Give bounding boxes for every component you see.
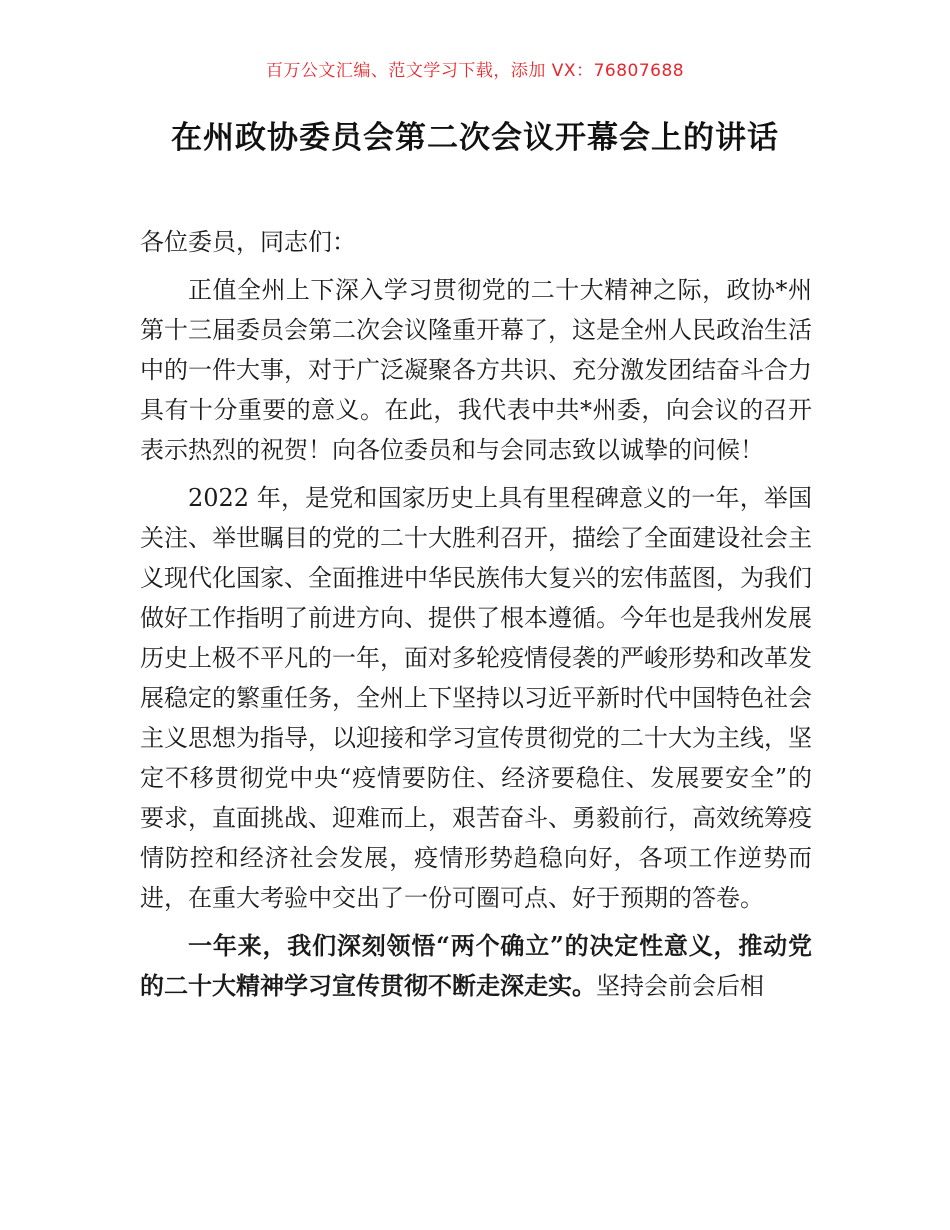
watermark-banner: 百万公文汇编、范文学习下载，添加 VX：76807688: [265, 61, 685, 81]
paragraph-3-text: 坚持会前会后相: [596, 972, 764, 1000]
page-title: 在州政协委员会第二次会议开幕会上的讲话: [171, 120, 779, 156]
document-body: [140, 222, 812, 1014]
paragraph-2: 2022 年，是党和国家历史上具有里程碑意义的一年，举国关注、举世瞩目的党的二十大胜利召开，描绘了全面建设社会主义现代化国家、全面推进中华民族伟大复兴的宏伟蓝图，为我们做好工作指明了前进方向、提供了根本遵循。今年也是我州发展历史上极不平凡的一年，面对多轮疫情侵袭的严峻形势和改革发展稳定的繁重任务，全州上下坚持以习近平新时代中国特色社会主义思想为指导，以迎接和学习宣传贯彻党的二十大为主线，坚定不移贯彻党中央“疫情要防住、经济要稳住、发展要安全”的要求，直面挑战、迎难而上，艰苦奋斗、勇毅前行，高效统筹疫情防控和经济社会发展，疫情形势趋稳向好，各项工作逆势而进，在重大考验中交出了一份可圈可点、好于预期的答卷。: [140, 484, 812, 912]
paragraph-3-bold-lead: 一年来，我们深刻领悟“两个确立”的决定性意义，推动党的二十大精神学习宣传贯彻不断走深走实。: [140, 931, 812, 1000]
greeting: 各位委员，同志们：: [140, 228, 356, 256]
paragraph-1: 正值全州上下深入学习贯彻党的二十大精神之际，政协*州第十三届委员会第二次会议隆重开幕了，这是全州人民政治生活中的一件大事，对于广泛凝聚各方共识、充分激发团结奋斗合力具有十分重要的意义。在此，我代表中共*州委，向会议的召开表示热烈的祝贺！向各位委员和与会同志致以诚挚的问候！: [140, 276, 812, 464]
paragraph-3: [140, 926, 812, 1006]
